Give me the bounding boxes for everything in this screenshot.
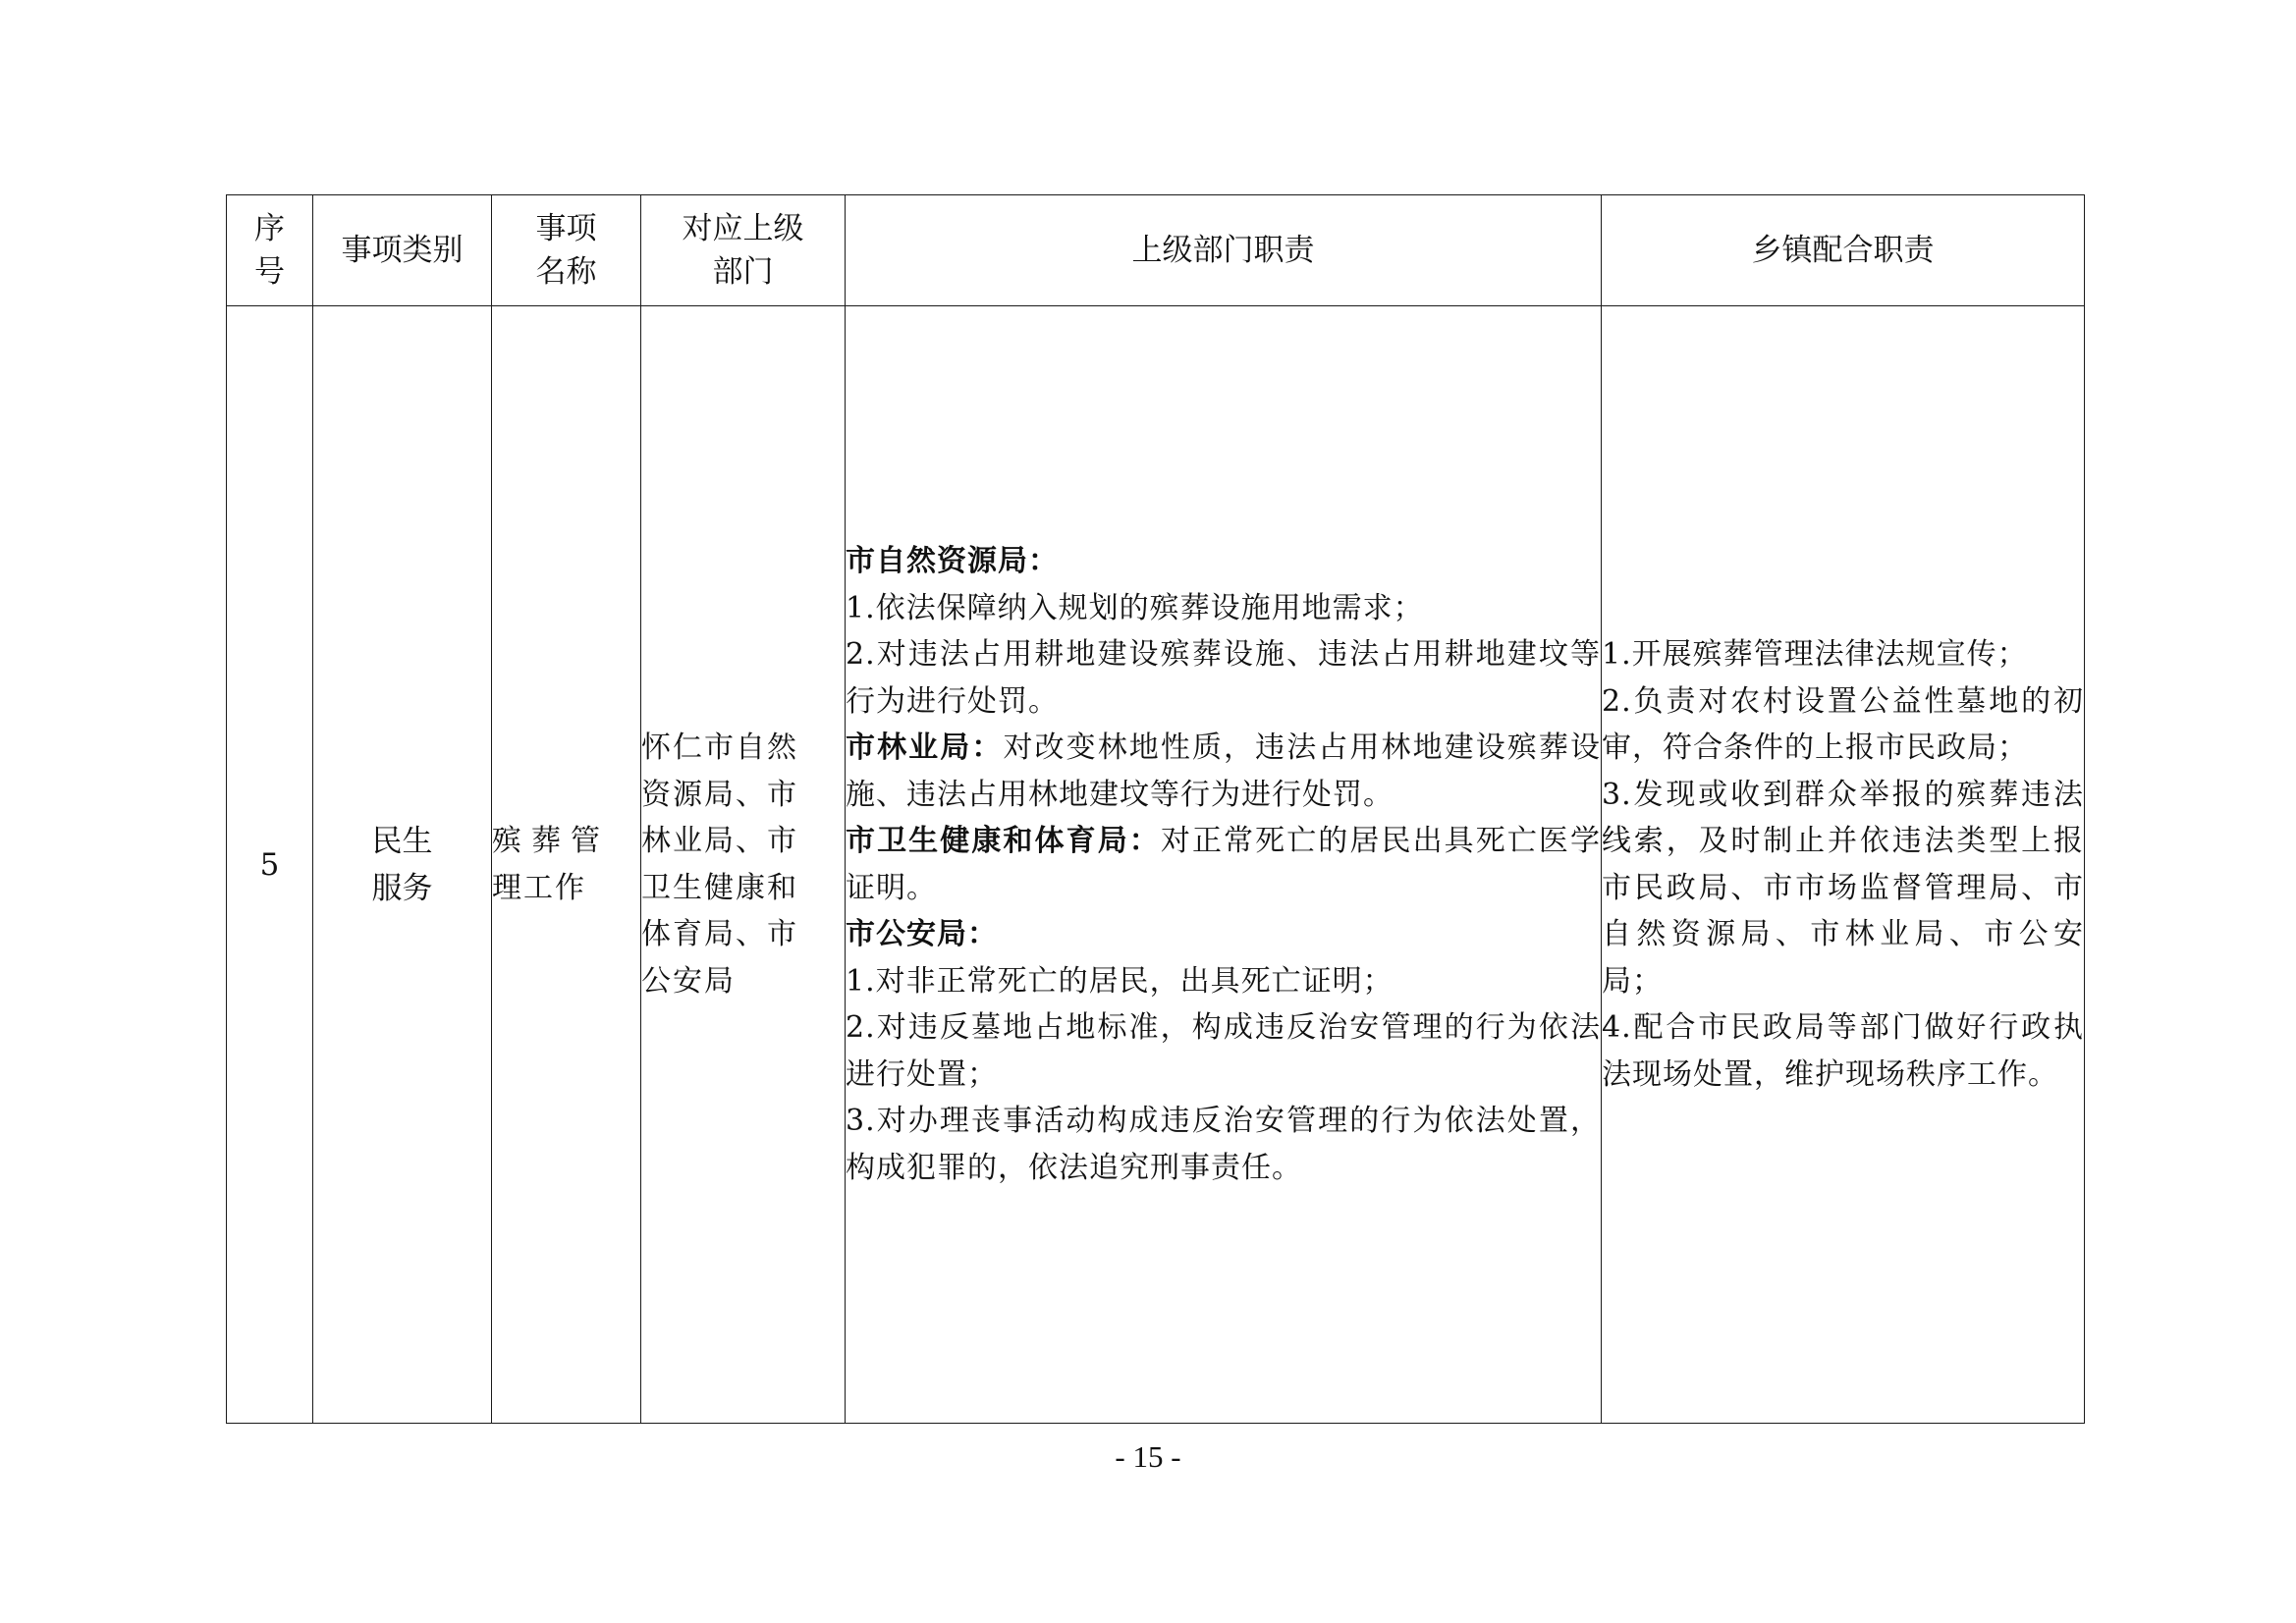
cell-town-duty: 1.开展殡葬管理法律法规宣传； 2.负责对农村设置公益性墓地的初审，符合条件的上报市民政局； 3.发现或收到群众举报的殡葬违法线索，及时制止并依违法类型上报市民政局、市市场监督管理局、市自然资源局、市林业局、市公安局； 4.配合市民政局等部门做好行政执法现场处置，维护现场秩序工作。 bbox=[1602, 306, 2085, 1424]
police-section: 市公安局： bbox=[846, 917, 998, 951]
header-row bbox=[227, 195, 2085, 306]
cell-category: 民生 服务 bbox=[313, 306, 492, 1424]
header-seq: 序 号 bbox=[227, 195, 313, 306]
header-category: 事项类别 bbox=[313, 195, 492, 306]
page-number: - 15 - bbox=[1115, 1439, 1181, 1474]
cell-departments: 怀仁市自然 资源局、市 林业局、市 卫生健康和 体育局、市 公安局 bbox=[641, 306, 846, 1424]
table-row bbox=[227, 306, 2085, 1424]
natural-resources-section: 市自然资源局： bbox=[846, 544, 1059, 578]
header-upper-department: 对应上级 部门 bbox=[641, 195, 846, 306]
health-section: 市卫生健康和体育局：对正常死亡的居民出具死亡医学证明。 bbox=[846, 824, 1602, 905]
cell-seq: 5 bbox=[227, 306, 313, 1424]
header-item-name: 事项 名称 bbox=[492, 195, 641, 306]
forestry-section: 市林业局：对改变林地性质，违法占用林地建设殡葬设施、违法占用林地建坟等行为进行处罚。 bbox=[846, 730, 1602, 812]
cell-item-name: 殡葬管 理工作 bbox=[492, 306, 641, 1424]
header-upper-duty: 上级部门职责 bbox=[846, 195, 1602, 306]
cell-upper-duty: 市自然资源局： 1.依法保障纳入规划的殡葬设施用地需求； 2.对违法占用耕地建设殡葬设施、违法占用耕地建坟等行为进行处罚。 市林业局：对改变林地性质，违法占用林地建设殡葬设施、违法占用林地建坟等行为进行处罚。 市卫生健康和体育局：对正常死亡的居民出具死亡医学证明。 市公安局： 1.对非正常死亡的居民，出具死亡证明； 2.对违反墓地占地标准，构成违反治安管理的行为依法进行处置； 3.对办理丧事活动构成违反治安管理的行为依法处置，构成犯罪的，依法追究刑事责任。 bbox=[846, 306, 1602, 1424]
duty-table bbox=[226, 194, 2085, 1424]
header-town-duty: 乡镇配合职责 bbox=[1602, 195, 2085, 306]
